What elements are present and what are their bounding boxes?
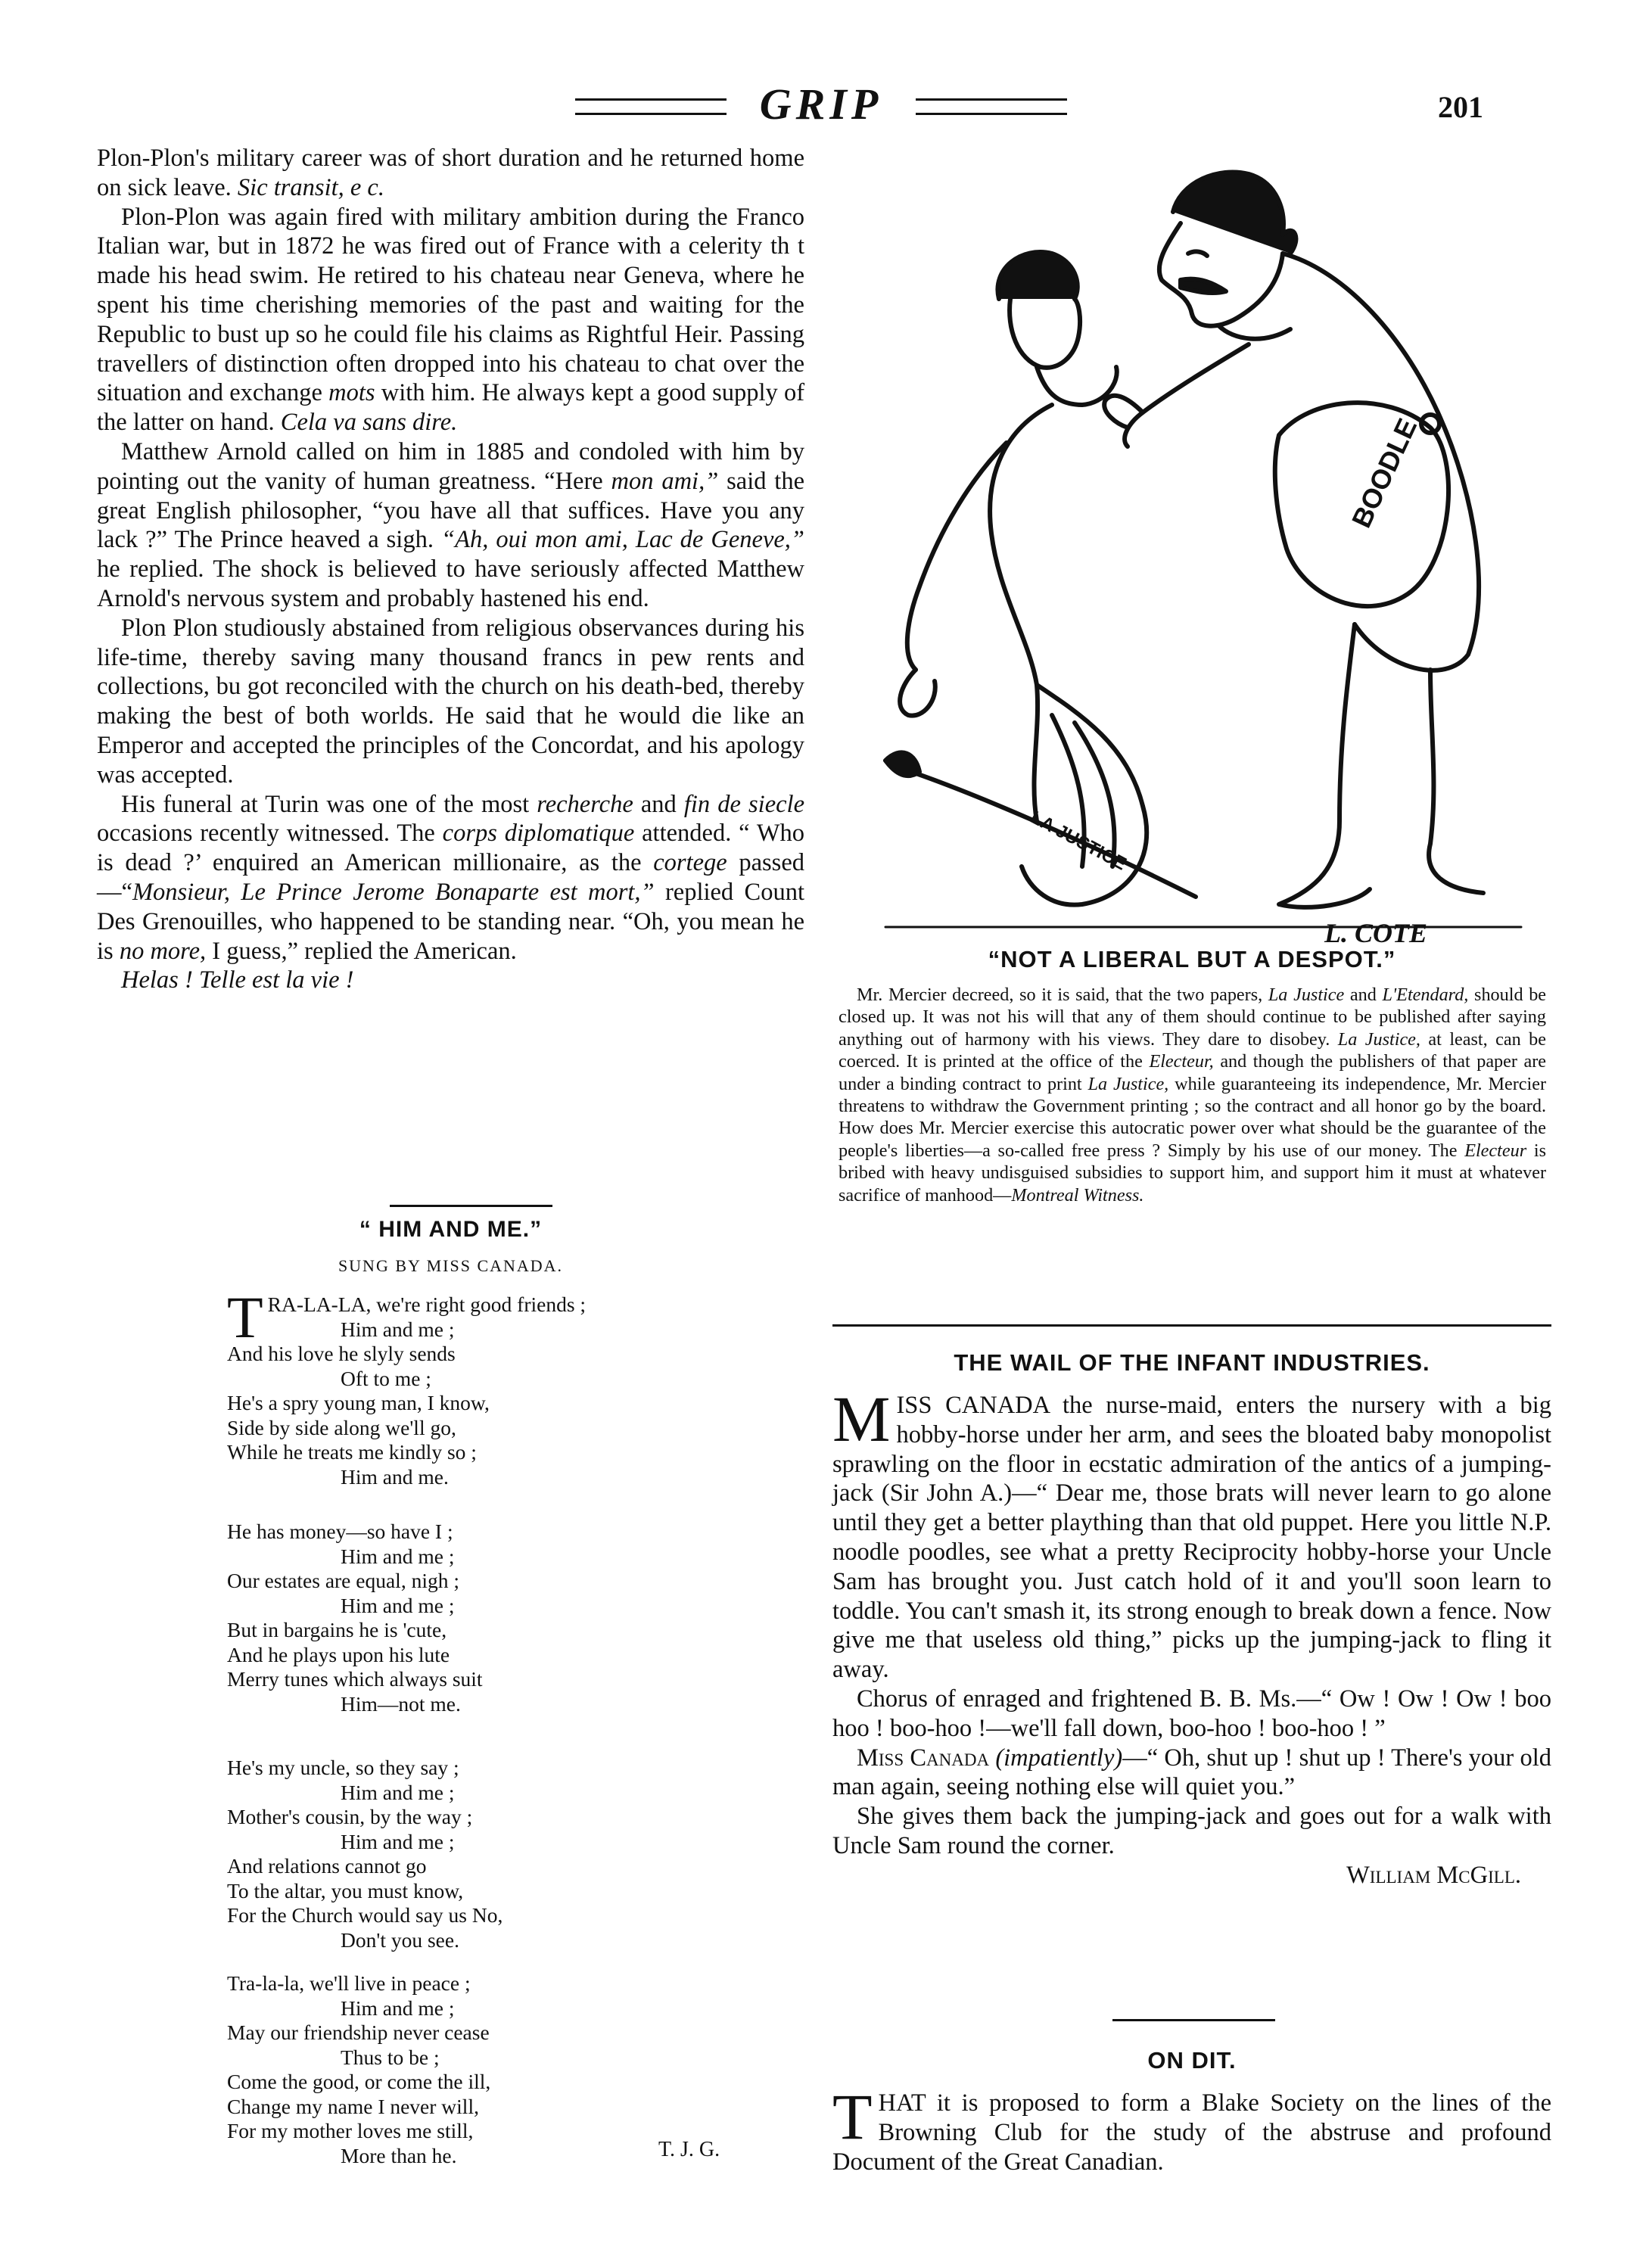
poem-dropcap: T: [227, 1284, 263, 1350]
poem-line: More than he.: [341, 2143, 457, 2167]
poem-line: Him and me ;: [341, 1829, 455, 1853]
woman-body: [990, 405, 1052, 821]
poem-line: Change my name I never will,: [227, 2094, 479, 2118]
poem-line: He's my uncle, so they say ;: [227, 1756, 459, 1779]
poem-line: Him—not me.: [341, 1691, 461, 1716]
poem-stanza-2: [227, 1520, 696, 1716]
poem-line: For my mother loves me still,: [227, 2119, 474, 2142]
despot-leg-front: [1279, 624, 1370, 907]
poem-line: Our estates are equal, nigh ;: [227, 1569, 459, 1592]
ondit-article: THAT it is proposed to form a Blake Society on the lines of the Browning Club for the study of the abstruse and profound Document of the Great Canadian.: [832, 2080, 1551, 2176]
article-paragraph: Plon-Plon's military career was of short duration and he returned home on sick leave. Sic transit, e c.: [97, 145, 804, 201]
wail-title: THE WAIL OF THE INFANT INDUSTRIES.: [954, 1349, 1430, 1376]
poem-line: To the altar, you must know,: [227, 1878, 464, 1902]
caption-divider: [832, 1324, 1551, 1327]
poem-line: Him and me.: [341, 1464, 449, 1489]
boodle-label: BOODLE: [1345, 413, 1424, 533]
despot-eye: [1188, 251, 1207, 256]
sword-label: LA JUSTICE: [1027, 807, 1130, 875]
poem-line: Mother's cousin, by the way ;: [227, 1805, 473, 1828]
poem-line: And he plays upon his lute: [227, 1642, 450, 1666]
ondit-dropcap: T: [832, 2080, 873, 2153]
poem-stanza-3: [227, 1756, 696, 1952]
woman-hand: [900, 670, 935, 716]
poem-stanza-1: [227, 1284, 696, 1489]
article-paragraph: His funeral at Turin was one of the most recherche and fin de siecle occasions recently witnessed. The corps diplomatique attended. “ Who is dead ?’ enquired an American millionaire, as the cortege passed—“Monsieur, Le Prince Jerome Bonaparte est mort,” replied Count Des Grenouilles, who happened to be standing near. “Oh, you mean he is no more, I guess,” replied the American.: [97, 790, 805, 965]
poem-line: Him and me ;: [341, 1544, 455, 1568]
poem-line: Him and me ;: [341, 1317, 455, 1341]
poem-line: While he treats me kindly so ;: [227, 1440, 477, 1464]
woman-face: [1010, 299, 1080, 368]
cartoon-illustration: [855, 140, 1536, 954]
despot-arm: [1125, 344, 1249, 446]
section-divider: [1112, 2019, 1275, 2021]
woman-hair: [997, 252, 1077, 299]
article-paragraph: She gives them back the jumping-jack and goes out for a walk with Uncle Sam round the corner.: [832, 1803, 1551, 1859]
poem-line: For the Church would say us No,: [227, 1903, 503, 1927]
article-paragraph: Chorus of enraged and frightened B. B. Ms.—“ Ow ! Ow ! Ow ! boo hoo ! boo-hoo !—we'll fall down, boo-hoo ! boo-hoo ! ”: [832, 1685, 1551, 1742]
ondit-title: ON DIT.: [1147, 2047, 1237, 2074]
woman-skirt: [1022, 685, 1147, 905]
poem-line: He's a spry young man, I know,: [227, 1391, 490, 1414]
artist-signature: L. COTE: [1324, 918, 1428, 948]
article-closing-line: Helas ! Telle est la vie !: [121, 966, 354, 994]
poem-line: But in bargains he is 'cute,: [227, 1618, 447, 1641]
poem-line: Thus to be ;: [341, 2045, 440, 2069]
wail-dropcap: M: [832, 1383, 891, 1455]
poem-line: Him and me ;: [341, 1593, 455, 1617]
poem-line: And relations cannot go: [227, 1854, 427, 1878]
masthead-rule-left: [575, 98, 727, 115]
poem-line: Him and me ;: [341, 1780, 455, 1804]
despot-mustache: [1181, 279, 1226, 293]
article-paragraph: Miss Canada (impatiently)—“ Oh, shut up ! shut up ! There's your old man again, seeing nothing else will quiet you.”: [832, 1744, 1551, 1801]
cartoon-caption-title: “NOT A LIBERAL BUT A DESPOT.”: [988, 946, 1396, 972]
poem-line: Merry tunes which always suit: [227, 1667, 483, 1691]
article-paragraph: Plon-Plon was again fired with military ambition during the Franco Italian war, but in 1872 he was fired out of France with a celerity th t made his head swim. He retired to his chateau near Geneva, where he spent his time cherishing memories of the past and waiting for the Republic to bust up so he could file his claims as Rightful Heir. Passing travellers of distinction often dropped into his chateau to chat over the situation and exchange mots with him. He always kept a good supply of the latter on hand. Cela va sans dire.: [97, 203, 805, 437]
poem-signature: T. J. G.: [658, 2138, 720, 2161]
despot-collar: [1218, 325, 1290, 339]
wail-signature: William McGill.: [1346, 1861, 1521, 1889]
poem-line: Oft to me ;: [341, 1366, 431, 1390]
poem-line: Side by side along we'll go,: [227, 1415, 456, 1439]
poem-line: He has money—so have I ;: [227, 1520, 453, 1543]
article-paragraph: Matthew Arnold called on him in 1885 and condoled with him by pointing out the vanity of human greatness. “Here mon ami,” said the great English philosopher, “you have all that suffices. Have you any lack ?” The Prince heaved a sigh. “Ah, oui mon ami, Lac de Geneve,” he replied. The shock is believed to have seriously affected Matthew Arnold's nervous system and probably hastened his end.: [97, 437, 805, 612]
poem-line: May our friendship never cease: [227, 2021, 490, 2044]
wail-article: MISS CANADA the nurse-maid, enters the nursery with a big hobby-horse under her arm, and sees the bloated baby monopolist sprawling on the floor in ecstatic admiration of the antics of a jumping-jack (Sir John A.)—“ Dear me, those brats will never learn to go alone until they get a better plaything than that old puppet. Here you little N.P. noodle poodles, see what a pretty Reciprocity hobby-horse your Uncle Sam has brought you. Just catch hold of it and you'll soon learn to toddle. You can't smash it, its strong enough to break down a fence. Now give me that useless old thing,” picks up the jumping-jack to fling it away. Chorus of enraged and frightened B. B. Ms.—“ Ow ! Ow ! Ow ! boo hoo ! boo-hoo !—we'll fall down, boo-hoo ! boo-hoo ! ” Miss Canada (impatiently)—“ Oh, shut up ! shut up ! There's your old man again, seeing nothing else will quiet you.” She gives them back the jumping-jack and goes out for a walk with Uncle Sam round the corner. William McGill.: [832, 1383, 1551, 1889]
section-divider: [390, 1205, 552, 1207]
cartoon-caption-text: Mr. Mercier decreed, so it is said, that the two papers, La Justice and L'Etendard, should be closed up. It was not his will that any of them should continue to be published after saying anything out of harmony with his views. They dare to disobey. La Justice, at least, can be coerced. It is printed at the office of the Electeur, and though the publishers of that paper are under a binding contract to print La Justice, while guaranteeing its independence, Mr. Mercier threatens to withdraw the Government printing ; so the contract and all honor go by the board. How does Mr. Mercier exercise this autocratic power over what should be the guarantee of the people's liberties—a so-called free press ? Simply by his use of our money. The Electeur is bribed with heavy undisguised subsidies to support him, and support him it must at whatever sacrifice of manhood—Montreal Witness.: [839, 985, 1547, 1206]
poem-line: And his love he slyly sends: [227, 1342, 456, 1365]
poem-title: “ HIM AND ME.”: [359, 1217, 543, 1242]
poem-line: Don't you see.: [341, 1927, 459, 1952]
poem-line: RA-LA-LA, we're right good friends ;: [267, 1293, 587, 1316]
poem-subtitle: SUNG BY MISS CANADA.: [338, 1256, 564, 1275]
despot-hand: [1104, 396, 1143, 428]
masthead-rule-right: [916, 98, 1067, 115]
masthead: [575, 79, 1067, 129]
despot-hair: [1173, 172, 1296, 254]
despot-leg-back: [1429, 670, 1483, 893]
page-number: 201: [1438, 90, 1483, 124]
poem-line: Come the good, or come the ill,: [227, 2070, 491, 2093]
poem-line: Tra-la-la, we'll live in peace ;: [227, 1971, 471, 1995]
poem-stanza-4: [227, 1971, 696, 2168]
plon-plon-article: [97, 144, 804, 995]
poem-line: Him and me ;: [341, 1996, 455, 2020]
masthead-title: GRIP: [759, 79, 883, 129]
article-paragraph: Plon Plon studiously abstained from religious observances during his life-time, thereby saving many thousand francs in pew rents and collections, bu got reconciled with the church on his death-bed, thereby making the best of both worlds. He said that he would die like an Emperor and accepted the principles of the Concordat, and his apology was accepted.: [97, 614, 804, 789]
